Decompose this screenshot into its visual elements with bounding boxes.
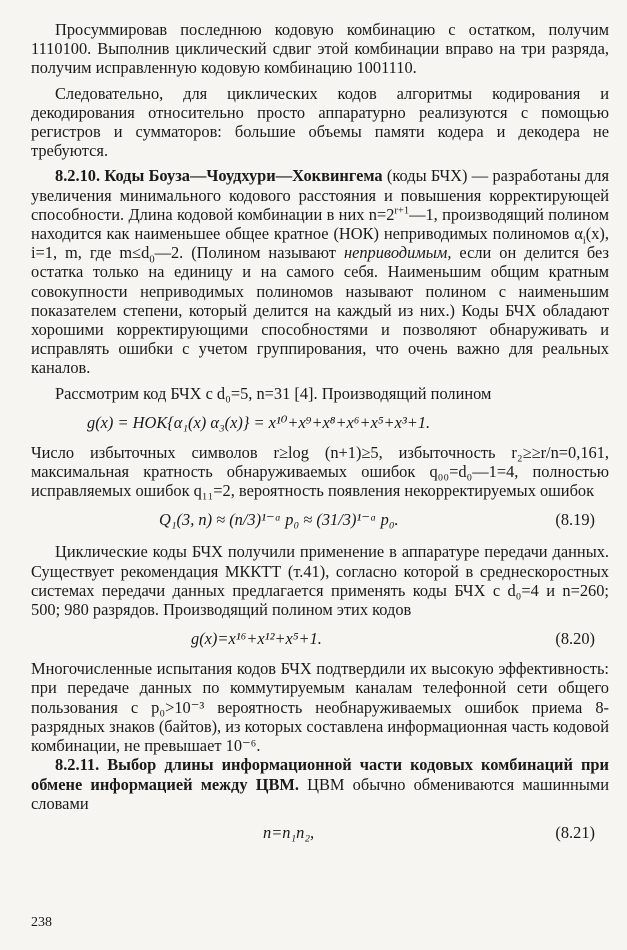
equation-gx-text: g(x) = НОК{α₁(x) α₃(x)} = x¹⁰+x⁹+x⁸+x⁶+x⁵+x³+1. <box>87 412 431 432</box>
section-8-2-11-text: ЦВМ обычно обмениваются машинными словами <box>31 774 609 813</box>
section-title-8-2-10: 8.2.10. Коды Боуза—Чоудхури—Хоквингема <box>55 166 383 186</box>
paragraph-tests: Многочисленные испытания кодов БЧХ подтвердили их высокую эффективность: при передаче данных по коммутируемым каналам телефонной сети общего пользования с p₀>10⁻³ вероятность необнаруживаемых ошибок приема 8-разрядных знаков (байтов), из которых составлена информационная часть кодовой комбинации, не превышает 10⁻⁶. <box>31 659 609 756</box>
equation-8-20-number: (8.20) <box>555 629 595 649</box>
term-irreducible: неприводимым, <box>343 243 452 263</box>
bch-text-c: (x), i=1, m, где m≤d <box>31 224 609 263</box>
paragraph-bch-example: Рассмотрим код БЧХ с d₀=5, n=31 [4]. Производящий полином <box>55 383 492 403</box>
equation-8-21-text: n=n₁n₂, <box>263 822 315 842</box>
paragraph-remainder-sum: Просуммировав последнюю кодовую комбинацию с остатком, получим 1110100. Выполнив циклический сдвиг этой комбинации вправо на три разряда, получим исправленную кодовую комбинацию 1001110. <box>31 20 609 78</box>
equation-generator-polynomial <box>31 407 609 439</box>
bch-text-d: —2. (Полином называют <box>154 243 336 263</box>
equation-8-20-text: g(x)=x¹⁶+x¹²+x⁵+1. <box>191 629 322 649</box>
equation-8-21-number: (8.21) <box>555 822 595 842</box>
paragraph-conclusion: Следовательно, для циклических кодов алгоритмы кодирования и декодирования относительно просто аппаратурно реализуются с помощью регистров и сумматоров: большие объемы памяти кодера и декодера не требуются. <box>31 83 609 161</box>
bch-text-a: (коды БЧХ) — разработаны для увеличения минимального кодового расстояния и повышения корректирующей способности. Длина кодовой комбинации в них n=2 <box>31 166 609 224</box>
page-number: 238 <box>31 915 52 930</box>
paragraph-bch-application: Циклические коды БЧХ получили применение в аппаратуре передачи данных. Существует рекомендация МККТТ (т.41), согласно которой в среднескоростных системах передачи данных предлагается применять коды БЧХ с d₀=4 и n=260; 500; 980 разрядов. Производящий полином этих кодов <box>31 542 609 620</box>
equation-8-21 <box>31 817 609 849</box>
bch-exponent: r+1 <box>394 205 410 217</box>
bch-text-b: —1, производящий полином находится как наименьшее общее кратное (НОК) неприводимых полиномов α <box>31 204 609 244</box>
paragraph-redundancy: Число избыточных символов r≥log (n+1)≥5, избыточность r₂≥≥r/n=0,161, максимальная кратность обнаруживаемых ошибок q₀₀=d₀—1=4, полностью исправляемых ошибок q₁₁=2, вероятность появления некорректируемых ошибок <box>31 442 609 501</box>
bch-text-e: если он делится без остатка только на единицу и на самого себя. Наименьшим общим кратным совокупности неприводимых полиномов называют полином с наименьшим показателем степени, который делится на каждый из них.) Коды БЧХ обладают хорошими корректирующими способностями и позволяют обнаруживать и исправлять ошибки с учетом группирования, что очень важно для реальных каналов. <box>31 243 609 378</box>
paragraph-section-8-2-11 <box>31 755 609 813</box>
equation-8-19-text: Q₁(3, n) ≈ (n/3)¹⁻ᵅ p₀ ≈ (31/3)¹⁻ᵅ p₀. <box>159 510 399 530</box>
equation-8-19 <box>31 504 609 536</box>
section-title-8-2-11: 8.2.11. Выбор длины информационной части кодовых комбинаций при обмене информацией между ЦВМ. <box>31 755 609 794</box>
equation-8-20 <box>31 623 609 655</box>
equation-8-19-number: (8.19) <box>555 510 595 530</box>
paragraph-bch-intro: 8.2.10. Коды Боуза—Чоудхури—Хоквингема (коды БЧХ) — разработаны для увеличения минимального кодового расстояния и повышения корректирующей способности. Длина кодовой комбинации в них $n=2^{r+1}—1$, производящий полином находится как наименьшее общее кратное (НОК) неприводимых полиномов $\alpha_i(x)$, i=1, m, где $m\le d_0—2$. (Полином называют неприводимым, если он делится без остатка только на единицу и на самого себя. Наименьшим общим кратным совокупности неприводимых полиномов называют полином с наименьшим показателем степени, который делится на каждый из них.) Коды БЧХ обладают хорошими корректирующими способностями и позволяют обнаруживать и исправлять ошибки с учетом группирования, что очень важно для реальных каналов. <box>31 166 609 378</box>
